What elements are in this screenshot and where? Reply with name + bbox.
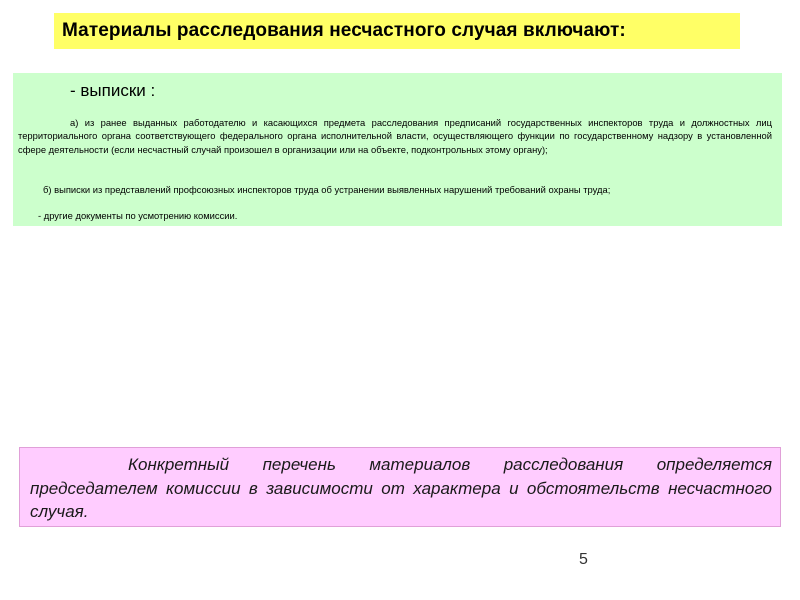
other-documents-item: - другие документы по усмотрению комиссии. xyxy=(38,210,238,221)
excerpts-heading: - выписки : xyxy=(70,81,156,100)
excerpt-item-a: а) из ранее выданных работодателю и касающихся предмета расследования предписаний государственных инспекторов труда и должностных лиц территориального органа соответствующего федерального органа исполнительной власти, осуществляющего функции по государственному надзору в установленной сфере деятельности (если несчастный случай произошел в организации или на объекте, подконтрольных этому органу); xyxy=(18,117,772,155)
slide-title: Материалы расследования несчастного случая включают: xyxy=(62,20,626,41)
page-number: 5 xyxy=(579,551,588,568)
note-panel xyxy=(19,447,781,527)
excerpts-panel xyxy=(13,73,782,226)
excerpt-item-b: б) выписки из представлений профсоюзных инспекторов труда об устранении выявленных нарушений требований охраны труда; xyxy=(43,184,611,195)
note-text: Конкретный перечень материалов расследования определяется председателем комиссии в зависимости от характера и обстоятельств несчастного случая. xyxy=(30,455,772,521)
title-banner xyxy=(54,13,740,49)
